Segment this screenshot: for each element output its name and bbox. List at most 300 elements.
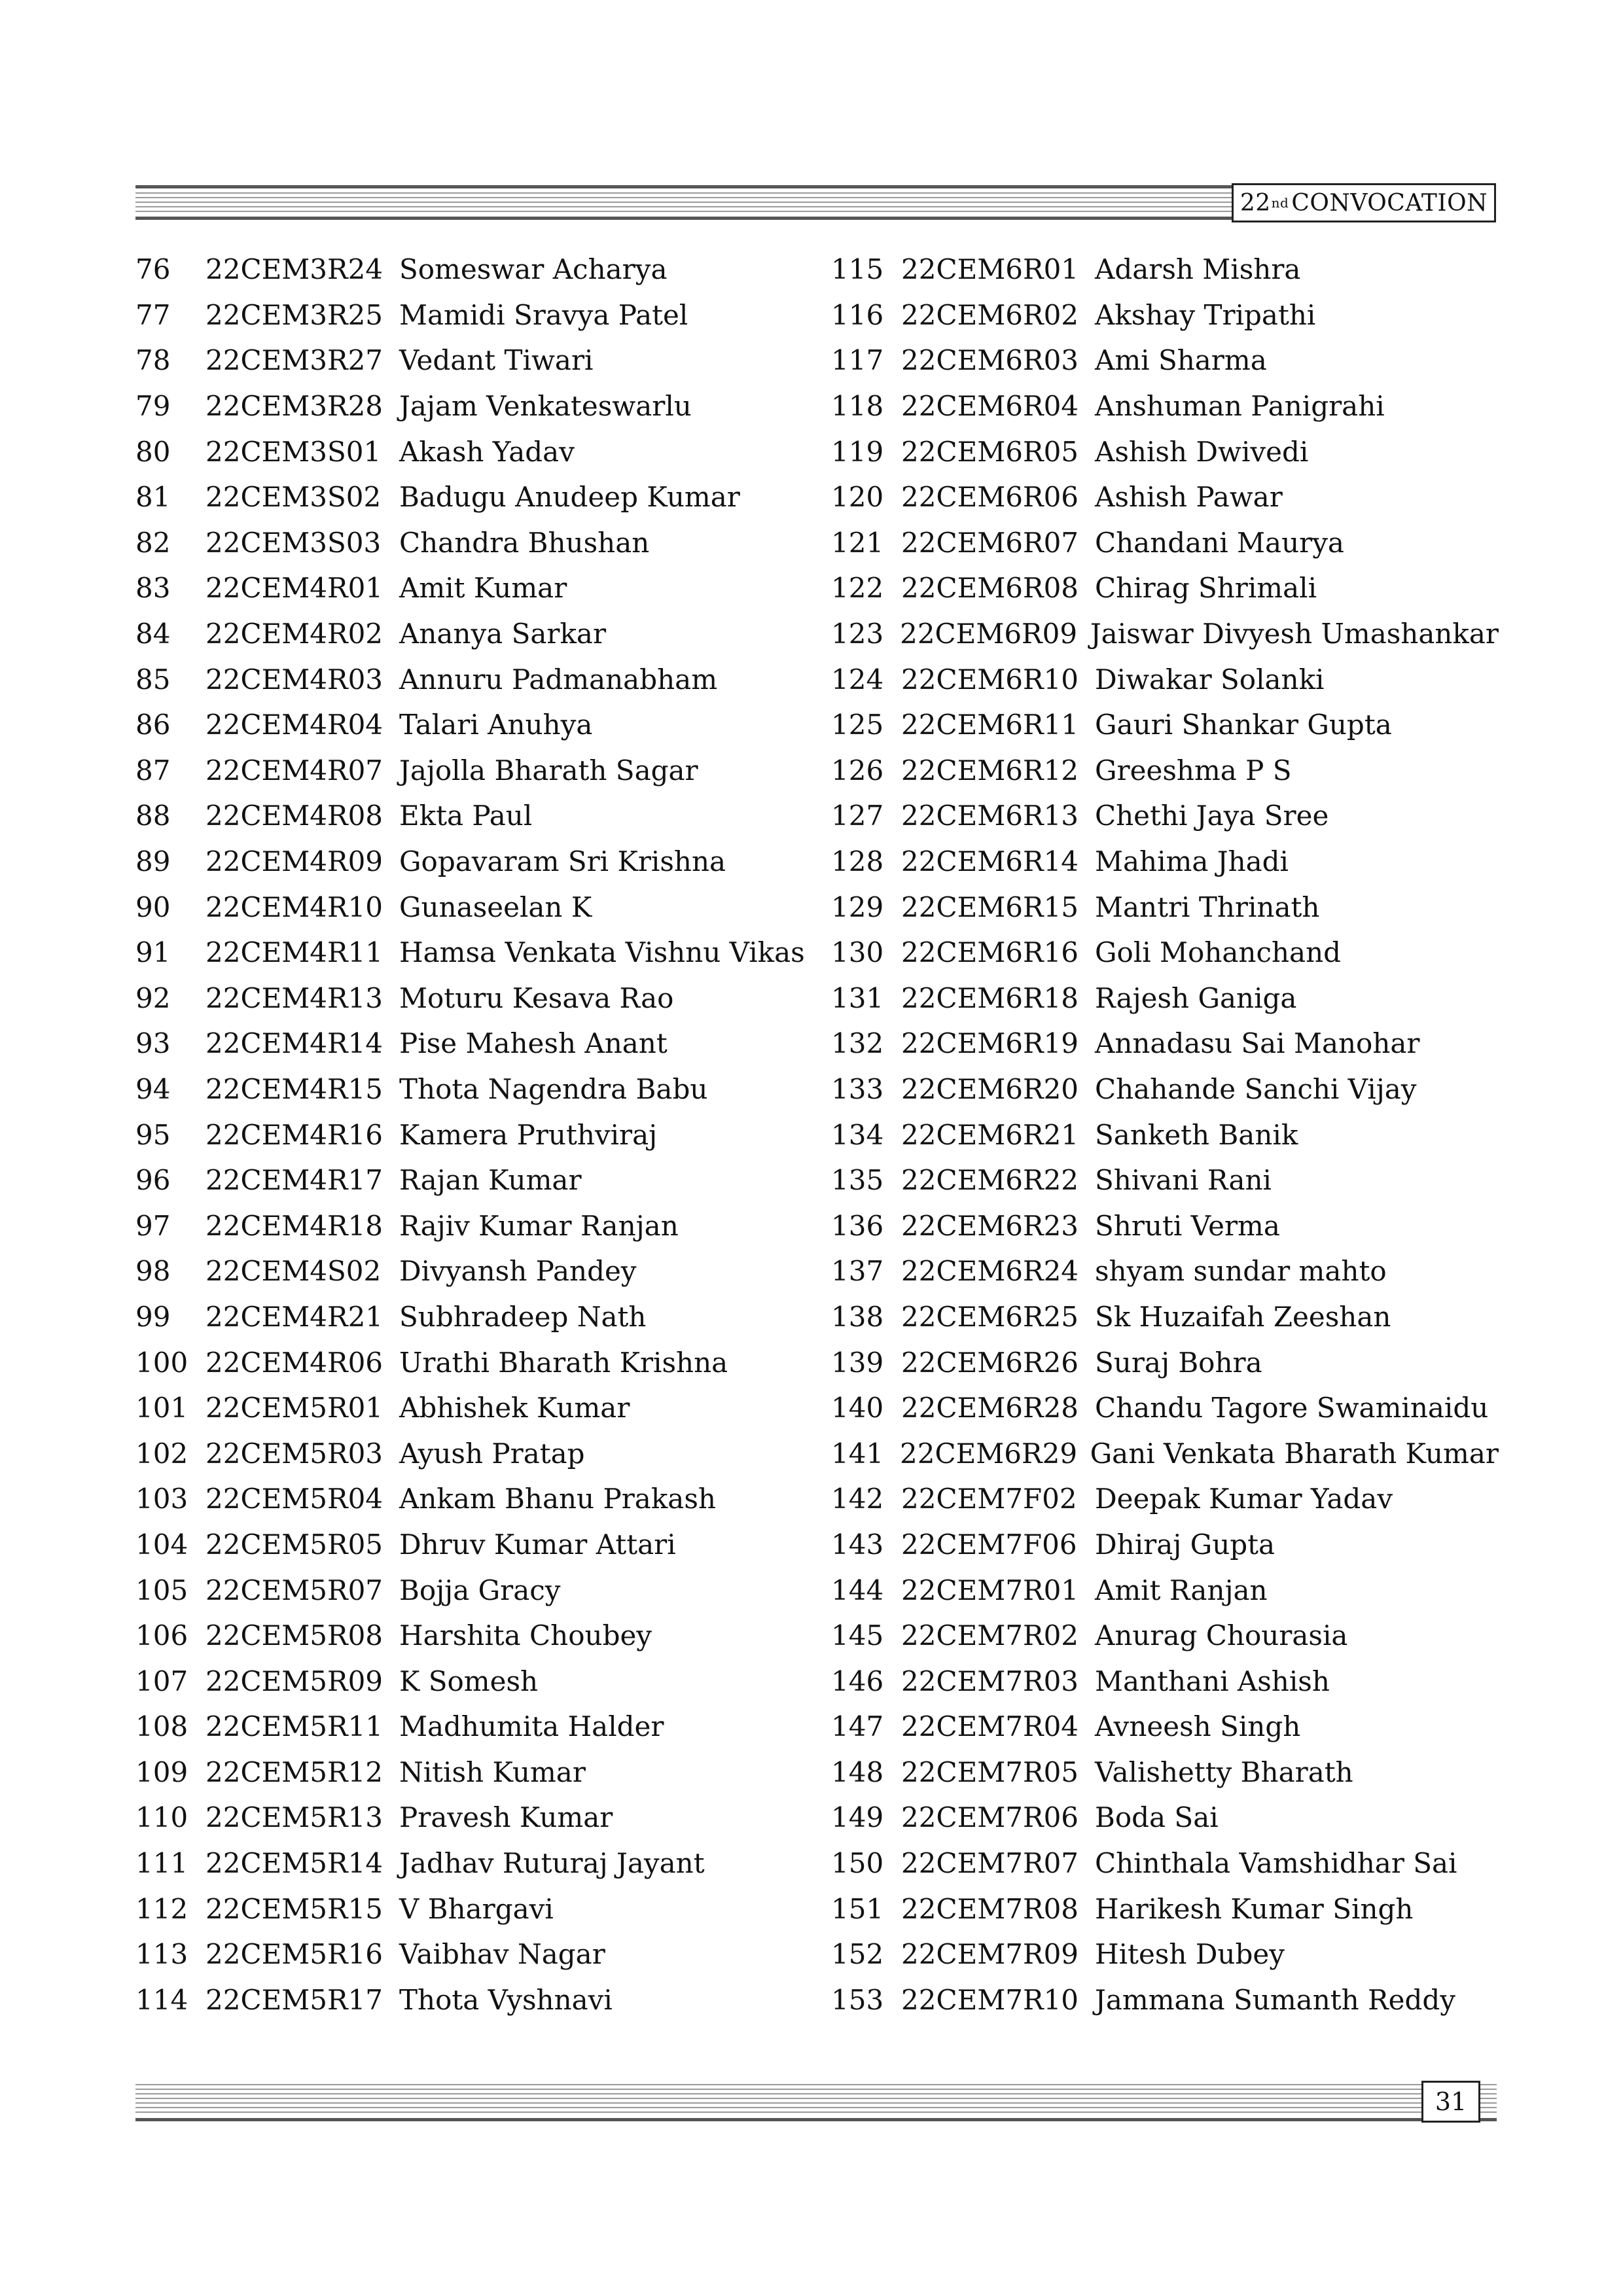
table-row	[135, 1795, 823, 1841]
table-row	[135, 1886, 823, 1932]
graduate-name: Chahande Sanchi Vijay	[1095, 1072, 1417, 1105]
serial-number: 78	[135, 344, 171, 377]
serial-number: 96	[135, 1164, 171, 1197]
table-row	[831, 1977, 1499, 2023]
roll-number: 22CEM6R28	[901, 1392, 1079, 1424]
roll-number: 22CEM5R13	[205, 1801, 383, 1834]
table-row	[831, 1294, 1499, 1340]
graduate-name: Anurag Chourasia	[1095, 1619, 1348, 1652]
table-row	[831, 1112, 1499, 1157]
table-row	[135, 1476, 823, 1522]
graduate-name: Subhradeep Nath	[399, 1300, 647, 1333]
roll-number: 22CEM7F06	[901, 1528, 1077, 1561]
table-row	[831, 292, 1499, 338]
serial-number: 97	[135, 1209, 171, 1242]
roll-number: 22CEM3R28	[205, 390, 383, 423]
roll-number: 22CEM4R21	[205, 1300, 383, 1333]
table-row	[831, 1339, 1499, 1385]
serial-number: 118	[831, 390, 884, 423]
roll-number: 22CEM3S02	[205, 481, 382, 514]
graduate-name: Chandra Bhushan	[399, 526, 650, 559]
serial-number: 108	[135, 1710, 188, 1743]
roll-number: 22CEM5R09	[205, 1665, 383, 1697]
serial-number: 134	[831, 1118, 884, 1151]
graduate-name: Ayush Pratap	[399, 1437, 585, 1470]
roll-number: 22CEM6R05	[901, 435, 1079, 468]
roll-number: 22CEM5R14	[205, 1847, 383, 1880]
graduate-name: Pise Mahesh Anant	[399, 1027, 668, 1060]
graduate-name: Ashish Dwivedi	[1095, 435, 1309, 468]
serial-number: 98	[135, 1255, 171, 1288]
table-row	[135, 1430, 823, 1476]
table-row	[135, 748, 823, 794]
roll-number: 22CEM7R03	[901, 1665, 1079, 1697]
table-row	[831, 748, 1499, 794]
table-row	[831, 247, 1499, 292]
table-row	[831, 1886, 1499, 1932]
graduate-name: Manthani Ashish	[1095, 1665, 1330, 1697]
serial-number: 143	[831, 1528, 884, 1561]
graduate-name: Sanketh Banik	[1095, 1118, 1298, 1151]
graduate-name: Abhishek Kumar	[399, 1392, 630, 1424]
table-row	[135, 429, 823, 474]
graduate-name: Dhruv Kumar Attari	[399, 1528, 676, 1561]
graduate-name: Hamsa Venkata Vishnu Vikas	[399, 936, 805, 969]
roll-number: 22CEM4R03	[205, 663, 383, 696]
graduate-name: V Bhargavi	[399, 1892, 554, 1925]
roll-number: 22CEM5R11	[205, 1710, 383, 1743]
header-rule	[135, 185, 1236, 231]
roll-number: 22CEM7R06	[901, 1801, 1079, 1834]
serial-number: 133	[831, 1072, 884, 1105]
graduate-name: Mahima Jhadi	[1095, 845, 1289, 878]
graduate-name: Suraj Bohra	[1095, 1346, 1262, 1379]
roll-number: 22CEM7R08	[901, 1892, 1079, 1925]
roll-number: 22CEM4R11	[205, 936, 383, 969]
serial-number: 135	[831, 1164, 884, 1197]
graduate-name: Harshita Choubey	[399, 1619, 652, 1652]
table-row	[135, 976, 823, 1021]
graduate-name: Bojja Gracy	[399, 1574, 561, 1606]
serial-number: 82	[135, 526, 171, 559]
roll-number: 22CEM6R16	[901, 936, 1079, 969]
graduate-name: Moturu Kesava Rao	[399, 981, 674, 1014]
graduate-name: Kamera Pruthviraj	[399, 1118, 658, 1151]
table-row	[135, 1750, 823, 1795]
serial-number: 129	[831, 891, 884, 923]
graduate-name: Chirag Shrimali	[1095, 572, 1317, 605]
graduate-name: Nitish Kumar	[399, 1756, 586, 1788]
table-row	[831, 1704, 1499, 1750]
table-row	[831, 383, 1499, 429]
roll-number: 22CEM7R07	[901, 1847, 1079, 1880]
roll-number: 22CEM4R17	[205, 1164, 383, 1197]
convocation-label: CONVOCATION	[1291, 189, 1488, 217]
table-row	[135, 520, 823, 566]
roll-number: 22CEM5R01	[205, 1392, 383, 1424]
serial-number: 104	[135, 1528, 188, 1561]
table-row	[135, 702, 823, 748]
table-row	[135, 1613, 823, 1659]
serial-number: 106	[135, 1619, 188, 1652]
serial-number: 109	[135, 1756, 188, 1788]
graduate-name: Vedant Tiwari	[399, 344, 594, 377]
convocation-title	[1232, 183, 1496, 222]
roll-number: 22CEM6R18	[901, 981, 1079, 1014]
roll-number: 22CEM4R15	[205, 1072, 383, 1105]
graduate-name: Rajan Kumar	[399, 1164, 582, 1197]
table-row	[831, 1750, 1499, 1795]
roll-number: 22CEM7R01	[901, 1574, 1079, 1606]
serial-number: 95	[135, 1118, 171, 1151]
graduate-name: Shivani Rani	[1095, 1164, 1272, 1197]
graduate-name: Pravesh Kumar	[399, 1801, 613, 1834]
serial-number: 148	[831, 1756, 884, 1788]
serial-number: 128	[831, 845, 884, 878]
table-row	[135, 1385, 823, 1431]
graduate-name: Amit Ranjan	[1095, 1574, 1268, 1606]
roll-number: 22CEM4R09	[205, 845, 383, 878]
graduate-name: Someswar Acharya	[399, 253, 668, 286]
graduate-name: Annadasu Sai Manohar	[1095, 1027, 1420, 1060]
table-row	[831, 1658, 1499, 1704]
roll-number: 22CEM6R25	[901, 1300, 1079, 1333]
roll-number: 22CEM6R10	[901, 663, 1079, 696]
table-row	[135, 247, 823, 292]
graduate-name: Ekta Paul	[399, 800, 533, 832]
serial-number: 115	[831, 253, 884, 286]
graduate-name: Mantri Thrinath	[1095, 891, 1320, 923]
roll-number: 22CEM5R16	[205, 1938, 383, 1971]
roll-number: 22CEM6R15	[901, 891, 1079, 923]
roll-number: 22CEM6R02	[901, 298, 1079, 331]
roll-number: 22CEM6R23	[901, 1209, 1079, 1242]
table-row	[135, 1112, 823, 1157]
table-row	[831, 520, 1499, 566]
serial-number: 83	[135, 572, 171, 605]
table-row	[831, 839, 1499, 885]
roll-number: 22CEM6R04	[901, 390, 1079, 423]
table-row	[135, 1932, 823, 1977]
serial-number: 149	[831, 1801, 884, 1834]
roll-number: 22CEM5R08	[205, 1619, 383, 1652]
graduate-name: Gunaseelan K	[399, 891, 592, 923]
page-number: 31	[1421, 2081, 1480, 2123]
roll-number: 22CEM5R05	[205, 1528, 383, 1561]
table-row	[135, 839, 823, 885]
table-row	[135, 565, 823, 611]
table-row	[831, 793, 1499, 839]
serial-number: 119	[831, 435, 884, 468]
table-row	[135, 1841, 823, 1886]
table-row	[831, 1795, 1499, 1841]
serial-number: 88	[135, 800, 171, 832]
table-row	[135, 1522, 823, 1568]
serial-number: 137	[831, 1255, 884, 1288]
graduate-name: Valishetty Bharath	[1095, 1756, 1353, 1788]
serial-number: 84	[135, 618, 171, 650]
table-row	[135, 1339, 823, 1385]
serial-number: 144	[831, 1574, 884, 1606]
graduate-name: Harikesh Kumar Singh	[1095, 1892, 1414, 1925]
roll-number: 22CEM5R17	[205, 1983, 383, 2016]
graduate-name: Greeshma P S	[1095, 754, 1292, 786]
roll-number: 22CEM4R10	[205, 891, 383, 923]
table-row	[135, 793, 823, 839]
table-row	[831, 1567, 1499, 1613]
roll-number: 22CEM6R26	[901, 1346, 1079, 1379]
graduate-name: Gani Venkata Bharath Kumar	[1090, 1437, 1499, 1470]
serial-number: 81	[135, 481, 171, 514]
table-row	[831, 429, 1499, 474]
serial-number: 79	[135, 390, 171, 423]
table-row	[831, 474, 1499, 520]
graduate-name: Thota Vyshnavi	[399, 1983, 613, 2016]
roll-number: 22CEM7R05	[901, 1756, 1079, 1788]
graduate-name: Avneesh Singh	[1095, 1710, 1301, 1743]
serial-number: 103	[135, 1483, 188, 1515]
graduate-name: Jadhav Ruturaj Jayant	[399, 1847, 705, 1880]
serial-number: 124	[831, 663, 884, 696]
serial-number: 145	[831, 1619, 884, 1652]
serial-number: 146	[831, 1665, 884, 1697]
graduate-name: Dhiraj Gupta	[1095, 1528, 1275, 1561]
table-row	[135, 930, 823, 976]
serial-number: 136	[831, 1209, 884, 1242]
graduate-name: Divyansh Pandey	[399, 1255, 637, 1288]
roll-number: 22CEM4S02	[205, 1255, 382, 1288]
serial-number: 85	[135, 663, 171, 696]
serial-number: 130	[831, 936, 884, 969]
serial-number: 90	[135, 891, 171, 923]
table-row	[135, 1658, 823, 1704]
table-row	[831, 1613, 1499, 1659]
roll-number: 22CEM6R13	[901, 800, 1079, 832]
graduate-name: shyam sundar mahto	[1095, 1255, 1387, 1288]
ordinal-suffix: nd	[1271, 195, 1289, 211]
graduate-name: Rajiv Kumar Ranjan	[399, 1209, 679, 1242]
table-row	[831, 611, 1499, 657]
roll-number: 22CEM6R01	[901, 253, 1079, 286]
serial-number: 77	[135, 298, 171, 331]
roll-number: 22CEM3R24	[205, 253, 383, 286]
roll-number: 22CEM7R10	[901, 1983, 1079, 2016]
serial-number: 125	[831, 709, 884, 741]
graduate-name: Chethi Jaya Sree	[1095, 800, 1329, 832]
serial-number: 153	[831, 1983, 884, 2016]
serial-number: 117	[831, 344, 884, 377]
graduate-name: Goli Mohanchand	[1095, 936, 1342, 969]
serial-number: 151	[831, 1892, 884, 1925]
serial-number: 91	[135, 936, 171, 969]
table-row	[831, 1430, 1499, 1476]
table-row	[135, 474, 823, 520]
table-row	[135, 656, 823, 702]
graduate-name: Sk Huzaifah Zeeshan	[1095, 1300, 1391, 1333]
table-row	[831, 1476, 1499, 1522]
graduate-name: Ami Sharma	[1095, 344, 1267, 377]
serial-number: 150	[831, 1847, 884, 1880]
roll-number: 22CEM6R07	[901, 526, 1079, 559]
table-row	[135, 1567, 823, 1613]
table-row	[831, 930, 1499, 976]
table-row	[135, 1157, 823, 1203]
roll-number: 22CEM4R16	[205, 1118, 383, 1151]
serial-number: 114	[135, 1983, 188, 2016]
graduate-name: Ashish Pawar	[1095, 481, 1283, 514]
serial-number: 111	[135, 1847, 188, 1880]
graduate-name: Jajam Venkateswarlu	[399, 390, 692, 423]
roll-number: 22CEM6R09	[900, 618, 1078, 650]
graduate-name: Ananya Sarkar	[399, 618, 607, 650]
serial-number: 113	[135, 1938, 188, 1971]
serial-number: 132	[831, 1027, 884, 1060]
table-row	[831, 1067, 1499, 1112]
serial-number: 102	[135, 1437, 188, 1470]
table-row	[831, 1157, 1499, 1203]
roll-number: 22CEM4R01	[205, 572, 383, 605]
roll-number: 22CEM6R22	[901, 1164, 1079, 1197]
graduate-name: Mamidi Sravya Patel	[399, 298, 688, 331]
serial-number: 87	[135, 754, 171, 786]
serial-number: 126	[831, 754, 884, 786]
graduate-name: Rajesh Ganiga	[1095, 981, 1297, 1014]
graduate-name: Gauri Shankar Gupta	[1095, 709, 1392, 741]
graduate-name: Jajolla Bharath Sagar	[399, 754, 698, 786]
table-row	[135, 1704, 823, 1750]
table-row	[831, 1841, 1499, 1886]
serial-number: 110	[135, 1801, 188, 1834]
table-row	[831, 976, 1499, 1021]
roll-number: 22CEM4R02	[205, 618, 383, 650]
table-row	[135, 611, 823, 657]
graduate-name: Deepak Kumar Yadav	[1095, 1483, 1393, 1515]
table-row	[135, 1977, 823, 2023]
serial-number: 139	[831, 1346, 884, 1379]
roll-number: 22CEM4R04	[205, 709, 383, 741]
table-row	[831, 1203, 1499, 1248]
convocation-ordinal: 22	[1240, 189, 1271, 217]
graduate-name: Shruti Verma	[1095, 1209, 1280, 1242]
serial-number: 123	[831, 618, 884, 650]
graduate-name: Akash Yadav	[399, 435, 575, 468]
serial-number: 141	[831, 1437, 884, 1470]
table-row	[831, 884, 1499, 930]
graduate-name: Hitesh Dubey	[1095, 1938, 1285, 1971]
roll-number: 22CEM4R18	[205, 1209, 383, 1242]
serial-number: 94	[135, 1072, 171, 1105]
serial-number: 86	[135, 709, 171, 741]
table-row	[135, 292, 823, 338]
graduate-name: Amit Kumar	[399, 572, 567, 605]
roll-number: 22CEM6R29	[900, 1437, 1078, 1470]
graduate-name: Chinthala Vamshidhar Sai	[1095, 1847, 1457, 1880]
table-row	[135, 338, 823, 383]
roll-number: 22CEM7R04	[901, 1710, 1079, 1743]
serial-number: 142	[831, 1483, 884, 1515]
roll-number: 22CEM6R08	[901, 572, 1079, 605]
graduate-name: Boda Sai	[1095, 1801, 1219, 1834]
serial-number: 89	[135, 845, 171, 878]
graduate-name: K Somesh	[399, 1665, 539, 1697]
roll-number: 22CEM6R03	[901, 344, 1079, 377]
graduate-name: Akshay Tripathi	[1095, 298, 1316, 331]
roll-number: 22CEM5R12	[205, 1756, 383, 1788]
roll-number: 22CEM6R06	[901, 481, 1079, 514]
table-row	[831, 338, 1499, 383]
serial-number: 131	[831, 981, 884, 1014]
serial-number: 127	[831, 800, 884, 832]
table-row	[135, 1021, 823, 1067]
table-row	[831, 702, 1499, 748]
serial-number: 80	[135, 435, 171, 468]
roll-number: 22CEM5R07	[205, 1574, 383, 1606]
serial-number: 99	[135, 1300, 171, 1333]
roll-number: 22CEM5R04	[205, 1483, 383, 1515]
table-row	[135, 1294, 823, 1340]
graduate-name: Thota Nagendra Babu	[399, 1072, 708, 1105]
graduate-name: Chandani Maurya	[1095, 526, 1344, 559]
serial-number: 140	[831, 1392, 884, 1424]
roll-number: 22CEM4R06	[205, 1346, 383, 1379]
graduate-name: Gopavaram Sri Krishna	[399, 845, 726, 878]
table-row	[135, 1067, 823, 1112]
roll-number: 22CEM7F02	[901, 1483, 1077, 1515]
roll-number: 22CEM3R27	[205, 344, 383, 377]
serial-number: 76	[135, 253, 171, 286]
graduate-name: Talari Anuhya	[399, 709, 593, 741]
serial-number: 93	[135, 1027, 171, 1060]
graduate-name: Jammana Sumanth Reddy	[1095, 1983, 1456, 2016]
roll-number: 22CEM6R12	[901, 754, 1079, 786]
table-row	[831, 565, 1499, 611]
serial-number: 121	[831, 526, 884, 559]
roll-number: 22CEM3S01	[205, 435, 382, 468]
roll-number: 22CEM3R25	[205, 298, 383, 331]
footer-rule	[135, 2084, 1497, 2130]
table-row	[831, 1248, 1499, 1294]
roll-number: 22CEM6R24	[901, 1255, 1079, 1288]
serial-number: 107	[135, 1665, 188, 1697]
graduate-name: Chandu Tagore Swaminaidu	[1095, 1392, 1489, 1424]
roll-number: 22CEM6R14	[901, 845, 1079, 878]
graduate-name: Adarsh Mishra	[1095, 253, 1301, 286]
graduate-name: Diwakar Solanki	[1095, 663, 1325, 696]
serial-number: 92	[135, 981, 171, 1014]
graduate-name: Ankam Bhanu Prakash	[399, 1483, 716, 1515]
roll-number: 22CEM5R15	[205, 1892, 383, 1925]
graduates-list-right	[831, 247, 1499, 2022]
graduate-name: Jaiswar Divyesh Umashankar	[1090, 618, 1499, 650]
roll-number: 22CEM6R20	[901, 1072, 1079, 1105]
graduate-name: Badugu Anudeep Kumar	[399, 481, 740, 514]
graduate-name: Vaibhav Nagar	[399, 1938, 605, 1971]
table-row	[831, 1385, 1499, 1431]
table-row	[135, 1203, 823, 1248]
graduates-list-left	[135, 247, 823, 2022]
roll-number: 22CEM6R19	[901, 1027, 1079, 1060]
serial-number: 105	[135, 1574, 188, 1606]
roll-number: 22CEM7R02	[901, 1619, 1079, 1652]
roll-number: 22CEM4R14	[205, 1027, 383, 1060]
graduate-name: Madhumita Halder	[399, 1710, 664, 1743]
roll-number: 22CEM3S03	[205, 526, 382, 559]
roll-number: 22CEM5R03	[205, 1437, 383, 1470]
roll-number: 22CEM6R21	[901, 1118, 1079, 1151]
table-row	[831, 1021, 1499, 1067]
graduate-name: Annuru Padmanabham	[399, 663, 718, 696]
serial-number: 120	[831, 481, 884, 514]
